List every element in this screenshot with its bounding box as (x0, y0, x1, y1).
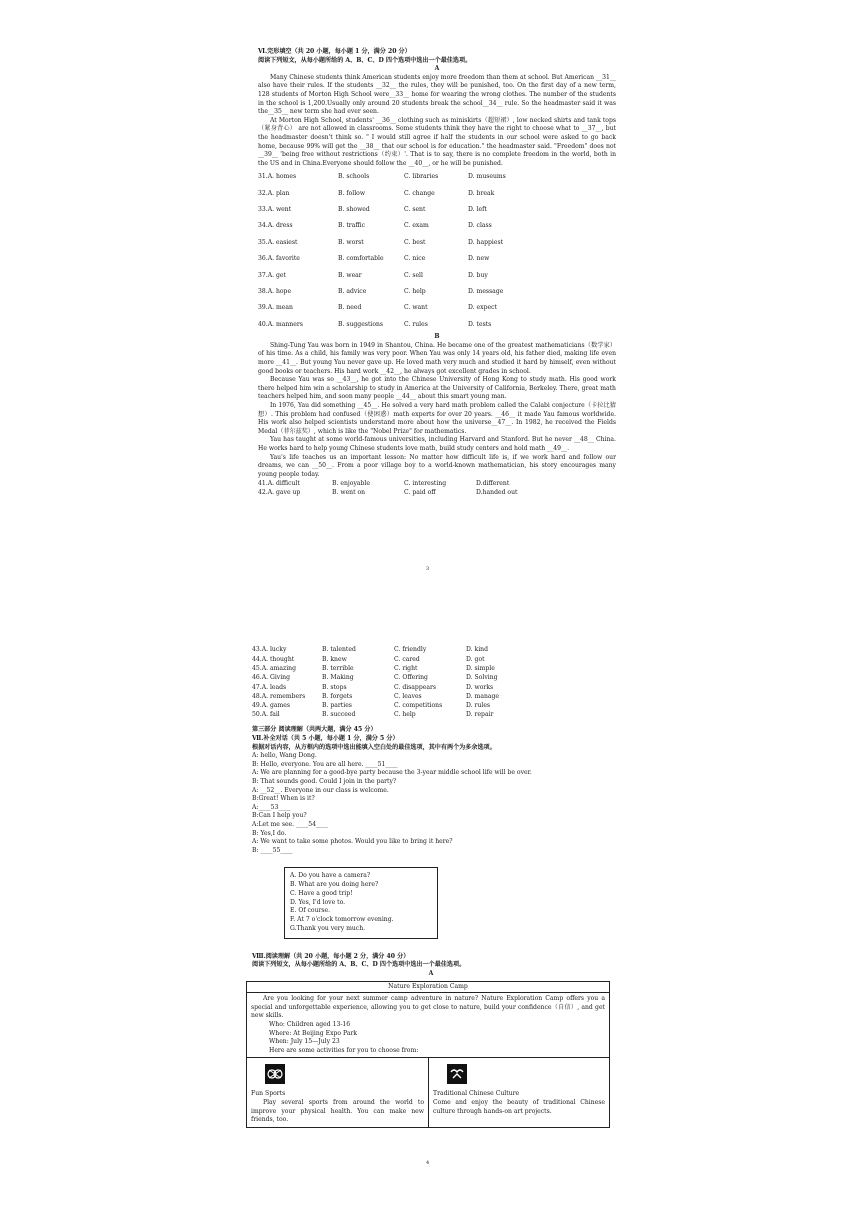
dialogue-line: B: ____55____ (252, 846, 293, 854)
option-c: C. interesting (404, 479, 447, 487)
option-b: B. traffic (338, 222, 366, 230)
dialogue-line: A: We want to take some photos. Would you like to bring it here? (252, 838, 453, 846)
option-a: 45.A. amazing (252, 664, 296, 672)
question-options-row (258, 186, 616, 202)
option-c: C. help (394, 711, 416, 719)
camp-when: When: July 15—July 23 (269, 1038, 340, 1046)
question-options-row (258, 317, 616, 333)
option-b: B. suggestions (338, 320, 384, 328)
sports-balls-icon (265, 1064, 285, 1084)
camp-ad (246, 981, 610, 1128)
option-d: D. works (466, 683, 494, 691)
option-a: 37.A. get (258, 271, 286, 279)
option-c: C. want (404, 304, 428, 312)
choice-item: C. Have a good trip! (290, 889, 353, 897)
option-c: C. friendly (394, 646, 427, 654)
option-b: B. forgets (322, 692, 353, 700)
culture-emblem-icon (447, 1064, 467, 1084)
option-b: B. comfortable (338, 255, 384, 263)
passage-a-paragraph: Many Chinese students think American students enjoy more freedom than them at school. But American __31__ also have their rules. If the students __32__ the rules, they will be punished, too. On the first day of a new term, 128 students of Morton High School were__33__ home for wearing the wrong clothes. The number of the students in the school is 1,200.Usually only around 20 students break the school__34__ rule. So the headmaster said it was the__35__ new term she had ever seen. (258, 73, 616, 116)
option-d: D. museums (468, 173, 506, 181)
question-options-row (258, 300, 616, 316)
question-options-row (258, 202, 616, 218)
question-options-row (252, 711, 610, 720)
option-b: B. parties (322, 702, 352, 710)
passage-b-paragraph: Because Yau was so __43__, he got into the Chinese University of Hong Kong to study math. His good work there helped him win a scholarship to study in America at the University of California, Berkeley. There, great math teachers helped him, and soon many people __44__ about this smart young man. (258, 376, 616, 401)
camp-body (247, 993, 609, 1057)
section8-instruction: 阅读下列短文，从每小题所给的 A、B、C、D 四个选项中选出一个最佳选项。 (252, 961, 466, 969)
question-options-row (258, 218, 616, 234)
question-options-row (252, 655, 610, 664)
choices-box (284, 867, 438, 939)
dialogue-line: A: We are planning for a good-bye party because the 3-year middle school life will be over. (252, 769, 532, 777)
dialogue-line: B:Great! When is it? (252, 795, 315, 803)
page-4-content (252, 646, 610, 1128)
option-a: 36.A. favorite (258, 255, 300, 263)
question-options-row (252, 683, 610, 692)
passage-a-paragraph: At Morton High School, students' __36__ clothing such as miniskirts（超短裙）, low necked shirts and tank tops（紧身背心） are not allowed in classrooms. Some students think they have the right to choose what to __37__, but the headmaster doesn't think so. " I would still agree if half the students in our school were asked to go back home, because 99% will get the __38__ that our school is for education." the headmaster said. "Freedom" does not __39__ 'being free without restrictions（约束）'. That is to say, there is no complete freedom in the world, both in the US and in China.Everyone should follow the __40__, or he will be punished. (258, 116, 616, 167)
option-c: C. best (404, 238, 426, 246)
option-c: C. competitions (394, 702, 443, 710)
camp-intro: Are you looking for your next summer camp adventure in nature? Nature Exploration Camp offers you a special and unforgettable experience, allowing you to get close to nature, build your confidence（自信）, and get new skills. (251, 995, 605, 1020)
option-d: D. got (466, 655, 485, 663)
dialogue-line: A: hello, Wang Dong. (252, 752, 317, 760)
page-number: 4 (426, 1160, 430, 1166)
option-a: 31.A. homes (258, 173, 297, 181)
option-c: C. libraries (404, 173, 439, 181)
option-a: 39.A. mean (258, 304, 293, 312)
question-options-row (252, 674, 610, 683)
section6-title: Ⅵ.完形填空（共 20 小题，每小题 1 分，满分 20 分） (258, 48, 411, 55)
option-c: C. Offering (394, 674, 428, 682)
option-c: C. exam (404, 222, 429, 230)
option-b: B. showed (338, 205, 370, 213)
dialogue-line: B: Hello, everyone. You are all here. ____51____ (252, 760, 398, 768)
option-c: C. disappears (394, 683, 437, 691)
option-d: D. class (468, 222, 492, 230)
option-a: 33.A. went (258, 205, 292, 213)
option-d: D. repair (466, 711, 494, 719)
activity-fun-sports (247, 1058, 428, 1126)
option-c: C. nice (404, 255, 426, 263)
options-a (258, 169, 616, 333)
camp-where: Where: At Beijing Expo Park (269, 1029, 358, 1037)
option-c: C. rules (404, 320, 428, 328)
activity1-text: Play several sports from around the world to improve your physical health. You can make new friends, too. (251, 1098, 424, 1124)
option-c: C. help (404, 287, 426, 295)
question-options-row (258, 479, 616, 488)
option-a: 43.A. lucky (252, 646, 287, 654)
choice-item: D. Yes, I'd love to. (290, 898, 346, 906)
passage-a-label: A (434, 65, 440, 73)
option-a: 50.A. fail (252, 711, 280, 719)
dialogue-line: B: Yes,I do. (252, 829, 287, 837)
option-b: B. succeed (322, 711, 356, 719)
option-d: D. left (468, 205, 487, 213)
option-d: D. new (468, 255, 490, 263)
option-b: B. terrible (322, 664, 354, 672)
option-b: B. enjoyable (332, 479, 370, 487)
question-options-row (252, 692, 610, 701)
option-b: B. stops (322, 683, 347, 691)
question-options-row (258, 489, 616, 498)
option-d: D. break (468, 189, 495, 197)
option-a: 32.A. plan (258, 189, 290, 197)
option-a: 41.A. difficult (258, 479, 300, 487)
option-a: 48.A. remembers (252, 692, 306, 700)
option-a: 49.A. games (252, 702, 291, 710)
section6-instruction: 阅读下列短文，从每小题所给的 A、B、C、D 四个选项中选出一个最佳选项。 (258, 56, 472, 64)
option-b: B. knew (322, 655, 347, 663)
question-options-row (258, 251, 616, 267)
option-a: 35.A. easiest (258, 238, 298, 246)
choice-item: A. Do you have a camera? (290, 872, 371, 880)
part3-title: 第三部分 阅读理解（共两大题，满分 45 分） (252, 726, 377, 734)
option-b: B. schools (338, 173, 370, 181)
option-c: C. cared (394, 655, 420, 663)
option-d: D. simple (466, 664, 495, 672)
option-d: D. happiest (468, 238, 504, 246)
option-a: 47.A. leads (252, 683, 287, 691)
option-d: D. tests (468, 320, 492, 328)
option-c: C. sent (404, 205, 426, 213)
page-number: 3 (426, 566, 430, 572)
option-b: B. talented (322, 646, 356, 654)
choice-item: E. Of course. (290, 907, 331, 915)
option-b: B. wear (338, 271, 362, 279)
choice-item: B. What are you doing here? (290, 881, 379, 889)
option-b: B. worst (338, 238, 364, 246)
passage-b-paragraph: In 1976, Yau did something __45__. He solved a very hard math problem called the Calabi conjecture（卡拉比猜想）. This problem had confused（使困惑）math experts for over 20 years. __46__ it made Yau famous worldwide. His work also helped scientists understand more about how the universe__47__. In 1982, he received the Fields Medal（菲尔兹奖）, which is like the "Nobel Prize" for mathematics. (258, 401, 616, 435)
option-d: D. Solving (466, 674, 498, 682)
camp-who: Who: Children aged 13-16 (269, 1021, 351, 1029)
activity2-title: Traditional Chinese Culture (433, 1090, 520, 1098)
passage-b-label: B (434, 333, 440, 341)
section8-label: A (428, 970, 434, 978)
activity-chinese-culture (428, 1058, 609, 1126)
activity1-title: Fun Sports (251, 1090, 286, 1098)
choice-item: G.Thank you very much. (290, 925, 366, 933)
options-b (258, 479, 616, 498)
option-a: 42.A. gave up (258, 489, 301, 497)
page-4 (0, 608, 860, 1216)
question-options-row (258, 284, 616, 300)
option-a: 44.A. thought (252, 655, 295, 663)
section8-title: Ⅷ.阅读理解（共 20 小题，每小题 2 分，满分 40 分） (252, 952, 410, 960)
section7-instruction: 根据对话内容，从方框内的选项中选出能填入空白处的最佳选项，其中有两个为多余选项。 (252, 743, 496, 751)
option-a: 34.A. dress (258, 222, 293, 230)
passage-b-paragraph: Yau has taught at some world-famous universities, including Harvard and Stanford. But he never __48__ China. He works hard to help young Chinese students love math, build study centers and hold math __49__. (258, 436, 616, 452)
option-d: D. buy (468, 271, 488, 279)
option-b: B. went on (332, 489, 366, 497)
option-a: 40.A. manners (258, 320, 303, 328)
option-b: B. need (338, 304, 362, 312)
question-options-row (252, 665, 610, 674)
dialogue-line: A:Let me see. ____54____ (252, 820, 329, 828)
question-options-row (258, 235, 616, 251)
option-d: D.different (476, 479, 510, 487)
dialogue-line: A:____53____ (252, 803, 291, 811)
option-d: D. kind (466, 646, 489, 654)
option-d: D. expect (468, 304, 497, 312)
option-b: B. advice (338, 287, 367, 295)
passage-b-paragraph: Shing-Tung Yau was born in 1949 in Shantou, China. He became one of the greatest mathematicians（数学家）of his time. As a child, his family was very poor. When Yau was only 14 years old, his father died, making life even more __41__. But young Yau never gave up. He loved math very much and studied it hard by himself, even without good books or teachers. His hard work __42__, he always got excellent grades in school. (258, 341, 616, 375)
question-options-row (252, 702, 610, 711)
option-a: 38.A. hope (258, 287, 292, 295)
camp-title: Nature Exploration Camp (247, 982, 609, 994)
option-d: D.handed out (476, 489, 518, 497)
camp-activities-intro: Here are some activities for you to choose from: (269, 1046, 419, 1054)
option-b: B. Making (322, 674, 354, 682)
activity2-text: Come and enjoy the beauty of traditional Chinese culture through hands-on art projects. (433, 1098, 605, 1115)
option-d: D. manage (466, 692, 500, 700)
dialogue (252, 752, 610, 855)
option-c: C. change (404, 189, 435, 197)
option-c: C. right (394, 664, 418, 672)
option-c: C. paid off (404, 489, 436, 497)
option-b: B. follow (338, 189, 366, 197)
option-c: C. sell (404, 271, 423, 279)
question-options-row (258, 268, 616, 284)
choice-item: F. At 7 o'clock tomorrow evening. (290, 916, 394, 924)
dialogue-line: B: That sounds good. Could I join in the party? (252, 777, 397, 785)
dialogue-line: A: __52__. Everyone in our class is welcome. (252, 786, 389, 794)
section7-title: Ⅶ.补全对话（共 5 小题，每小题 1 分，满分 5 分） (252, 734, 399, 742)
question-options-row (252, 646, 610, 655)
page-3-content (258, 48, 616, 498)
option-d: D. message (468, 287, 504, 295)
option-c: C. leaves (394, 692, 422, 700)
dialogue-line: B:Can I help you? (252, 812, 307, 820)
passage-b-paragraph: Yau's life teaches us an important lesson: No matter how difficult life is, if we work hard and follow our dreams, we can __50__. From a poor village boy to a world-known mathematician, his story encourages many young people today. (258, 453, 616, 478)
option-a: 46.A. Giving (252, 674, 290, 682)
camp-activities (247, 1057, 609, 1126)
question-options-row (258, 169, 616, 185)
options-c (252, 646, 610, 720)
option-d: D. rules (466, 702, 491, 710)
